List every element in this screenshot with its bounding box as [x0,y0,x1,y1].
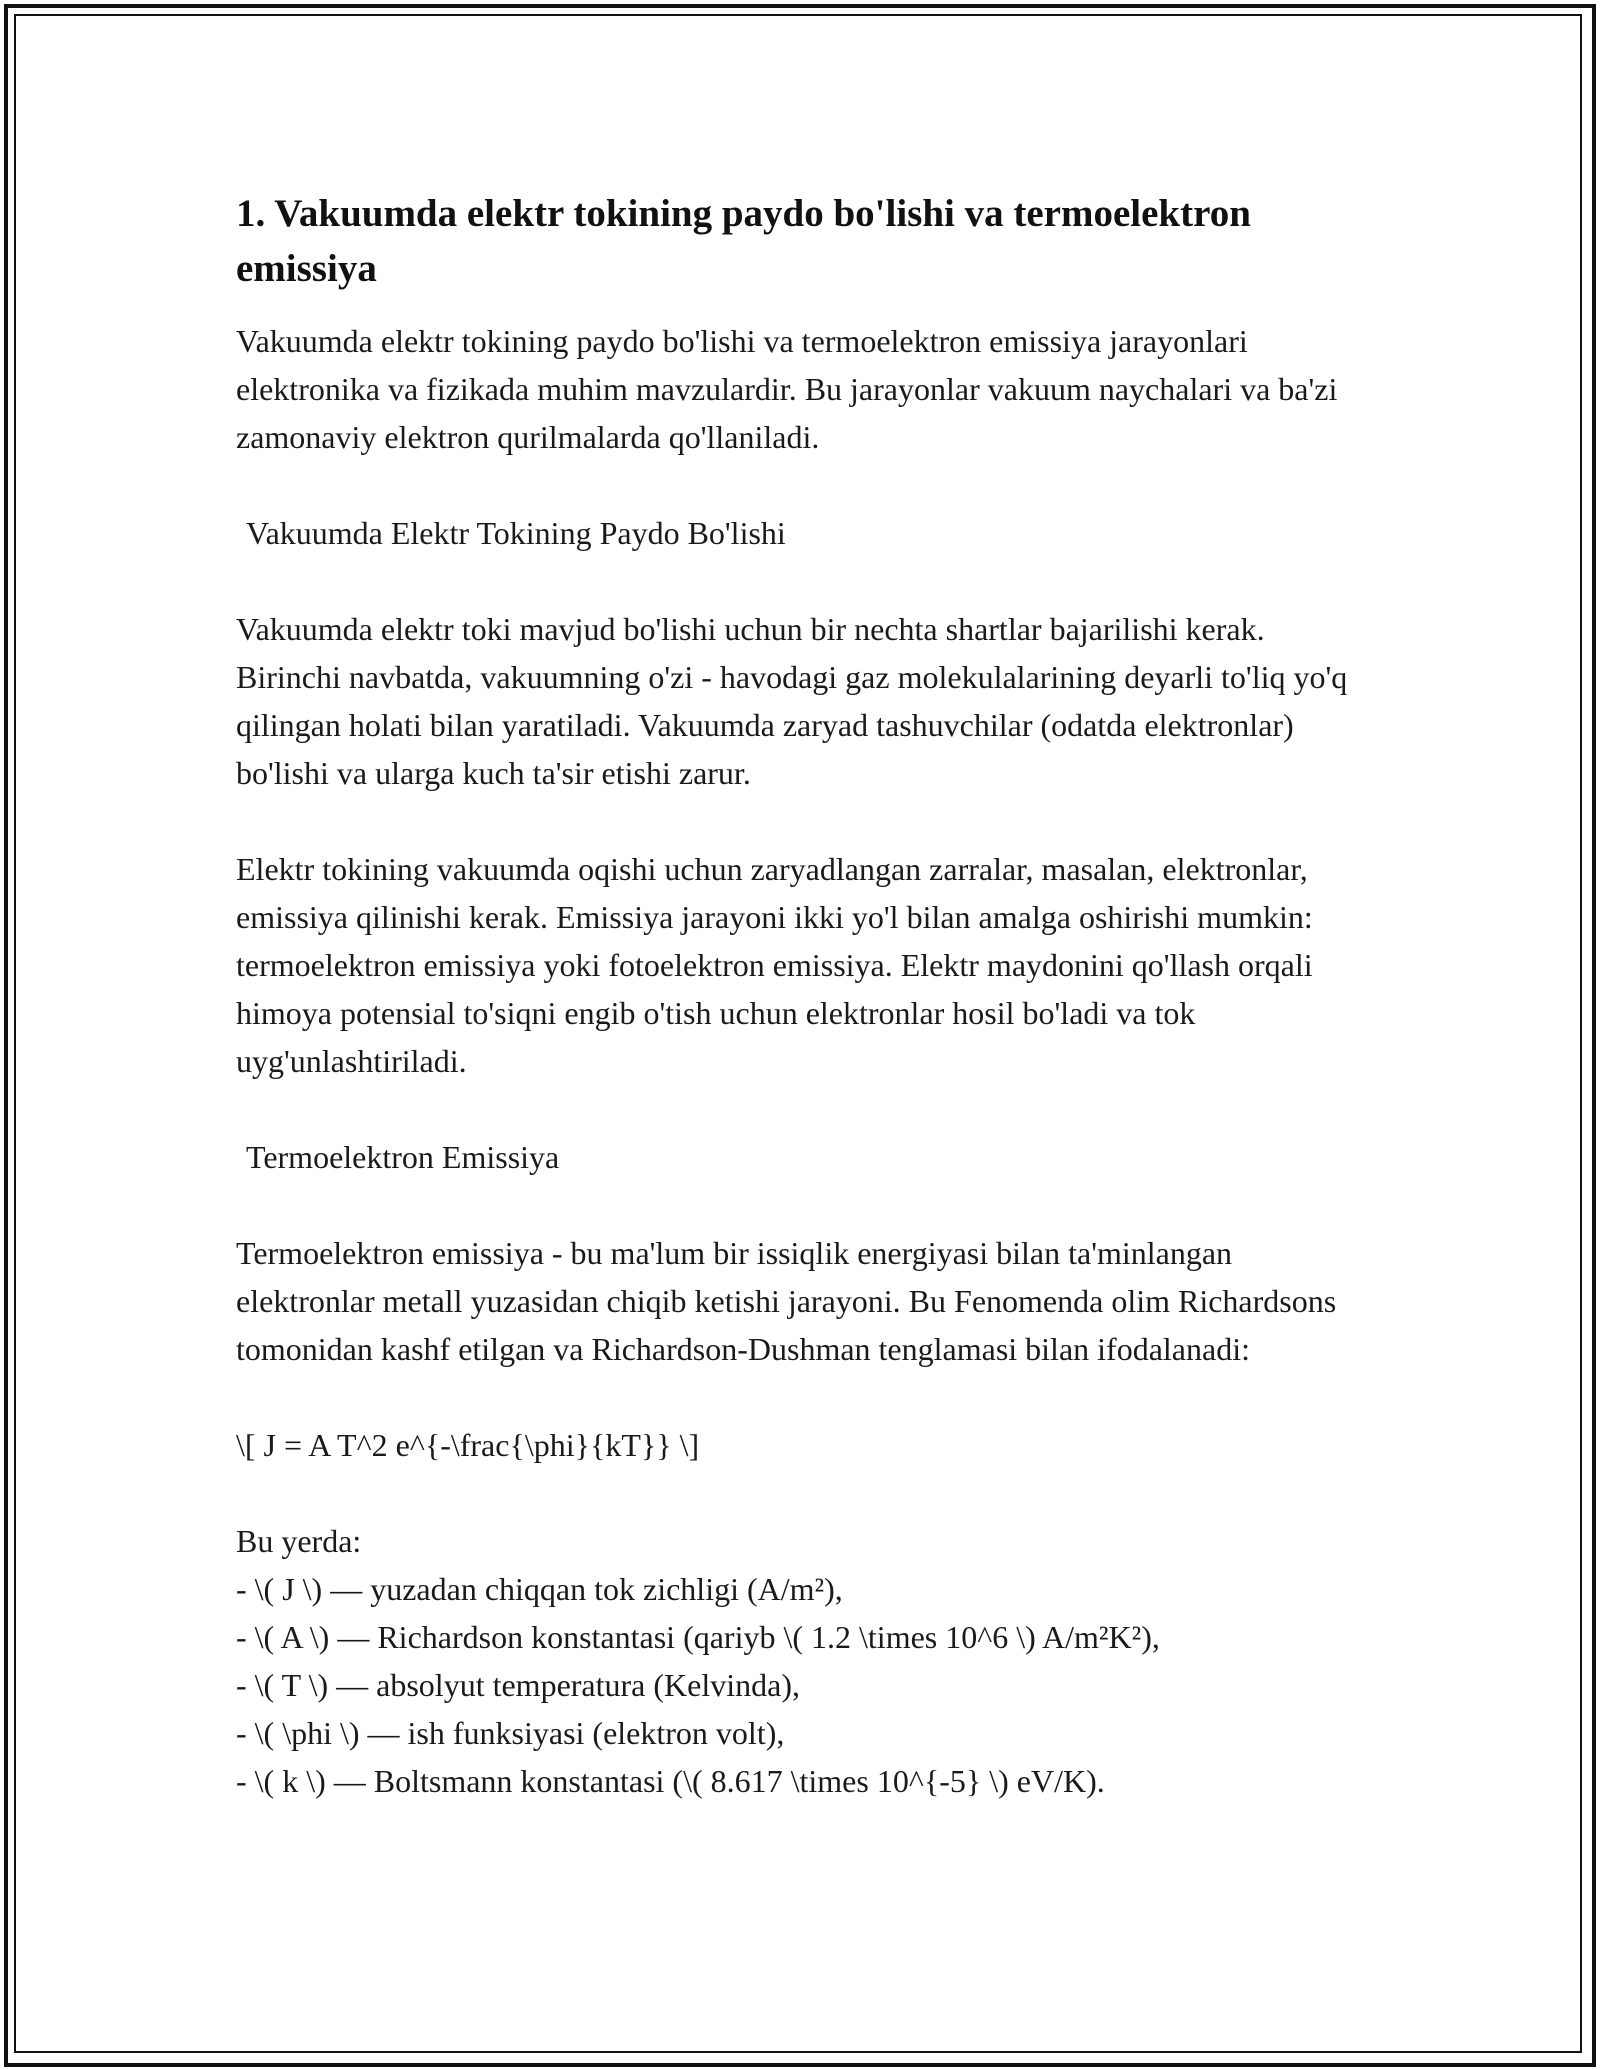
intro-paragraph: Vakuumda elektr tokining paydo bo'lishi va termoelektron emissiya jarayonlari elektronika va fizikada muhim mavzulardir. Bu jarayonlar vakuum naychalari va ba'zi zamonaviy elektron qurilmalarda qo'llaniladi. [236,323,1338,455]
list-item: - \( k \) — Boltsmann konstantasi (\( 8.617 \times 10^{-5} \) eV/K). [236,1763,1105,1799]
variable-definitions [236,1517,1366,1805]
document-title: 1. Vakuumda elektr tokining paydo bo'lishi va termoelektron emissiya [236,192,1251,290]
paragraph-emission-ways: Elektr tokining vakuumda oqishi uchun zaryadlangan zarralar, masalan, elektronlar, emissiya qilinishi kerak. Emissiya jarayoni ikki yo'l bilan amalga oshirishi mumkin: termoelektron emissiya yoki fotoelektron emissiya. Elektr maydonini qo'llash orqali himoya potensial to'siqni engib o'tish uchun elektronlar hosil bo'ladi va tok uyg'unlashtiriladi. [236,851,1313,1079]
formula-richardson-dushman: \[ J = A T^2 e^{-\frac{\phi}{kT}} \] [236,1427,700,1463]
list-item: - \( \phi \) — ish funksiyasi (elektron volt), [236,1715,785,1751]
list-item: - \( A \) — Richardson konstantasi (qariyb \( 1.2 \times 10^6 \) A/m²K²), [236,1619,1160,1655]
list-item: - \( J \) — yuzadan chiqqan tok zichligi (A/m²), [236,1571,843,1607]
paragraph-vacuum-conditions: Vakuumda elektr toki mavjud bo'lishi uchun bir nechta shartlar bajarilishi kerak. Birinchi navbatda, vakuumning o'zi - havodagi gaz molekulalarining deyarli to'liq yo'q qilingan holati bilan yaratiladi. Vakuumda zaryad tashuvchilar (odatda elektronlar) bo'lishi va ularga kuch ta'sir etishi zarur. [236,611,1348,791]
section-heading-vacuum-current: Vakuumda Elektr Tokining Paydo Bo'lishi [246,515,786,551]
document-body [236,186,1366,1805]
section-heading-thermionic: Termoelektron Emissiya [246,1139,560,1175]
where-label: Bu yerda: [236,1523,362,1559]
paragraph-thermionic-definition: Termoelektron emissiya - bu ma'lum bir issiqlik energiyasi bilan ta'minlangan elektronlar metall yuzasidan chiqib ketishi jarayoni. Bu Fenomenda olim Richardsons tomonidan kashf etilgan va Richardson-Dushman tenglamasi bilan ifodalanadi: [236,1235,1337,1367]
list-item: - \( T \) — absolyut temperatura (Kelvinda), [236,1667,800,1703]
